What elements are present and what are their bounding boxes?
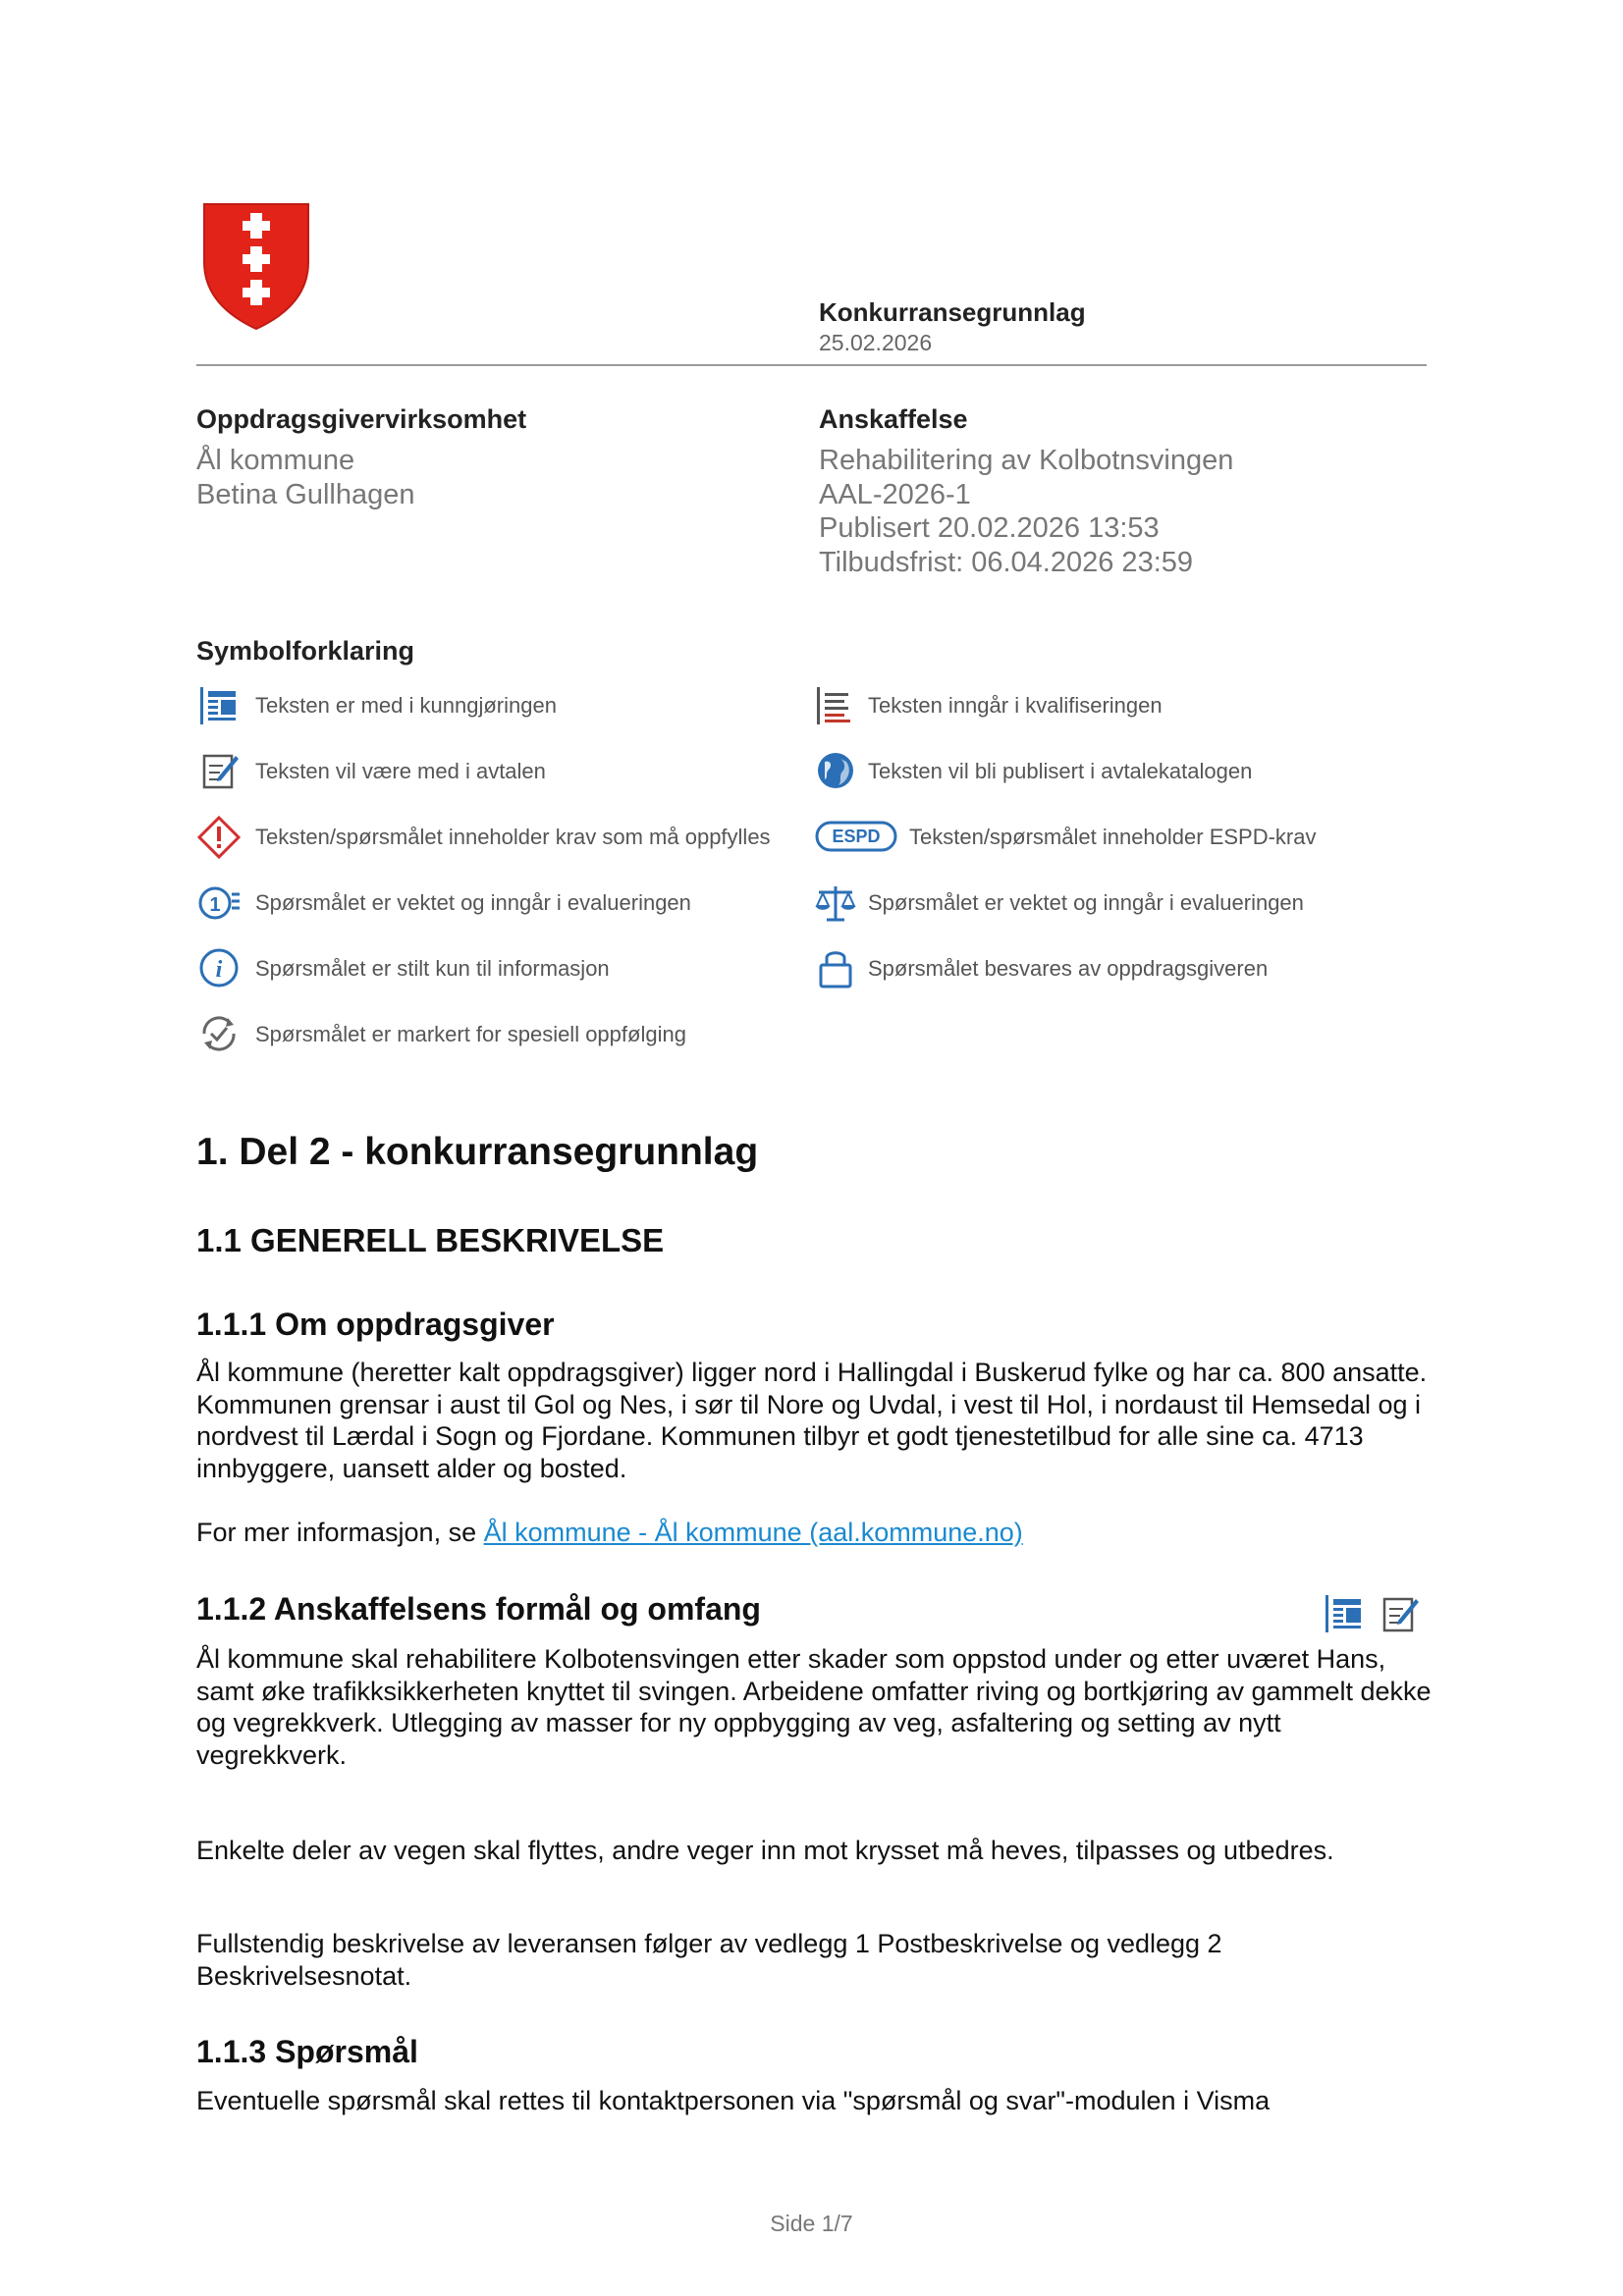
lock-icon: [813, 945, 858, 990]
procurement-deadline: Tilbudsfrist: 06.04.2026 23:59: [819, 547, 1194, 578]
more-info-prefix: For mer informasjon, se: [196, 1518, 484, 1547]
legend-text-weighted-1: Spørsmålet er vektet og inngår i evalueringen: [255, 890, 691, 915]
contract-icon: [1377, 1591, 1422, 1636]
legend-text-lock: Spørsmålet besvares av oppdragsgiveren: [868, 956, 1269, 981]
section-heading-1: 1. Del 2 - konkurransegrunnlag: [196, 1131, 759, 1173]
paragraph-more-info: [196, 1517, 1434, 1549]
paragraph-scope-2: Enkelte deler av vegen skal flyttes, andre veger inn mot krysset må heves, tilpasses og utbedres.: [196, 1836, 1334, 1865]
qualification-icon: [813, 683, 858, 728]
svg-text:1: 1: [209, 894, 221, 916]
legend-text-qualification: Teksten inngår i kvalifiseringen: [868, 693, 1163, 718]
announcement-icon: [1322, 1591, 1367, 1636]
section-heading-1-1: 1.1 GENERELL BESKRIVELSE: [196, 1222, 665, 1258]
procurement-published: Publisert 20.02.2026 13:53: [819, 512, 1160, 544]
legend-text-contract: Teksten vil være med i avtalen: [255, 759, 546, 783]
document-type: Konkurransegrunnlag: [819, 297, 1086, 327]
legend-text-espd: Teksten/spørsmålet inneholder ESPD-krav: [909, 825, 1317, 849]
announcement-icon: [196, 683, 242, 728]
page-number: Side 1/7: [770, 2211, 853, 2236]
paragraph-about-client: Ål kommune (heretter kalt oppdragsgiver) ligger nord i Hallingdal i Buskerud fylke og har ca. 800 ansatte. Kommunen grensar i aust til Gol og Nes, i sør til Nore og Uvdal, i vest til Hol, i nordaust til Hemsedal og i nordvest til Lærdal i Sogn og Fjordane. Kommunen tilbyr et godt tjenestetilbud for alle sine ca. 4713 innbyggere, uansett alder og bosted.: [196, 1358, 1428, 1483]
client-person: Betina Gullhagen: [196, 479, 415, 510]
header-divider: [196, 364, 1427, 366]
document-date: 25.02.2026: [819, 330, 933, 355]
legend-text-requirement: Teksten/spørsmålet inneholder krav som må oppfylles: [255, 825, 771, 849]
section-heading-1-1-3: 1.1.3 Spørsmål: [196, 2034, 418, 2069]
municipality-coat-of-arms: [201, 201, 311, 331]
weighted-number-icon: [196, 881, 242, 926]
follow-up-icon: [196, 1011, 242, 1056]
legend-text-info: Spørsmålet er stilt kun til informasjon: [255, 956, 610, 981]
paragraph-scope-1: Ål kommune skal rehabilitere Kolbotensvingen etter skader som oppstod under og etter uværet Hans, samt øke trafikksikkerheten knyttet til svingen. Arbeidene omfatter riving og bortkjøring av gammelt dekke og vegrekkverk. Utlegging av masser for ny oppbygging av veg, asfaltering og setting av nytt vegrekkverk.: [196, 1644, 1432, 1770]
procurement-heading: Anskaffelse: [819, 404, 968, 434]
svg-text:i: i: [215, 957, 223, 983]
globe-icon: [813, 748, 858, 793]
section-heading-1-1-2: 1.1.2 Anskaffelsens formål og omfang: [196, 1591, 761, 1627]
section-heading-1-1-1: 1.1.1 Om oppdragsgiver: [196, 1307, 555, 1342]
svg-text:ESPD: ESPD: [832, 827, 881, 846]
legend-title: Symbolforklaring: [196, 636, 415, 666]
legend-text-follow-up: Spørsmålet er markert for spesiell oppfølging: [255, 1022, 686, 1046]
legend-text-announcement: Teksten er med i kunngjøringen: [255, 693, 557, 718]
contract-icon: [196, 748, 242, 793]
info-icon: [196, 945, 242, 990]
espd-badge-icon: [815, 821, 897, 852]
paragraph-scope-3: Fullstendig beskrivelse av leveransen følger av vedlegg 1 Postbeskrivelse og vedlegg 2 Beskrivelsesnotat.: [196, 1929, 1222, 1991]
client-heading: Oppdragsgivervirksomhet: [196, 404, 527, 434]
legend-text-weighted-2: Spørsmålet er vektet og inngår i evalueringen: [868, 890, 1304, 915]
scales-icon: [813, 881, 858, 926]
legend-text-globe: Teksten vil bli publisert i avtalekatalogen: [868, 759, 1253, 783]
procurement-ref: AAL-2026-1: [819, 479, 971, 510]
client-org: Ål kommune: [196, 445, 355, 476]
procurement-title: Rehabilitering av Kolbotnsvingen: [819, 445, 1234, 476]
municipality-website-link[interactable]: Ål kommune - Ål kommune (aal.kommune.no): [483, 1518, 1023, 1547]
paragraph-questions: Eventuelle spørsmål skal rettes til kontaktpersonen via "spørsmål og svar"-modulen i Visma: [196, 2086, 1271, 2115]
warning-diamond-icon: [196, 815, 242, 860]
